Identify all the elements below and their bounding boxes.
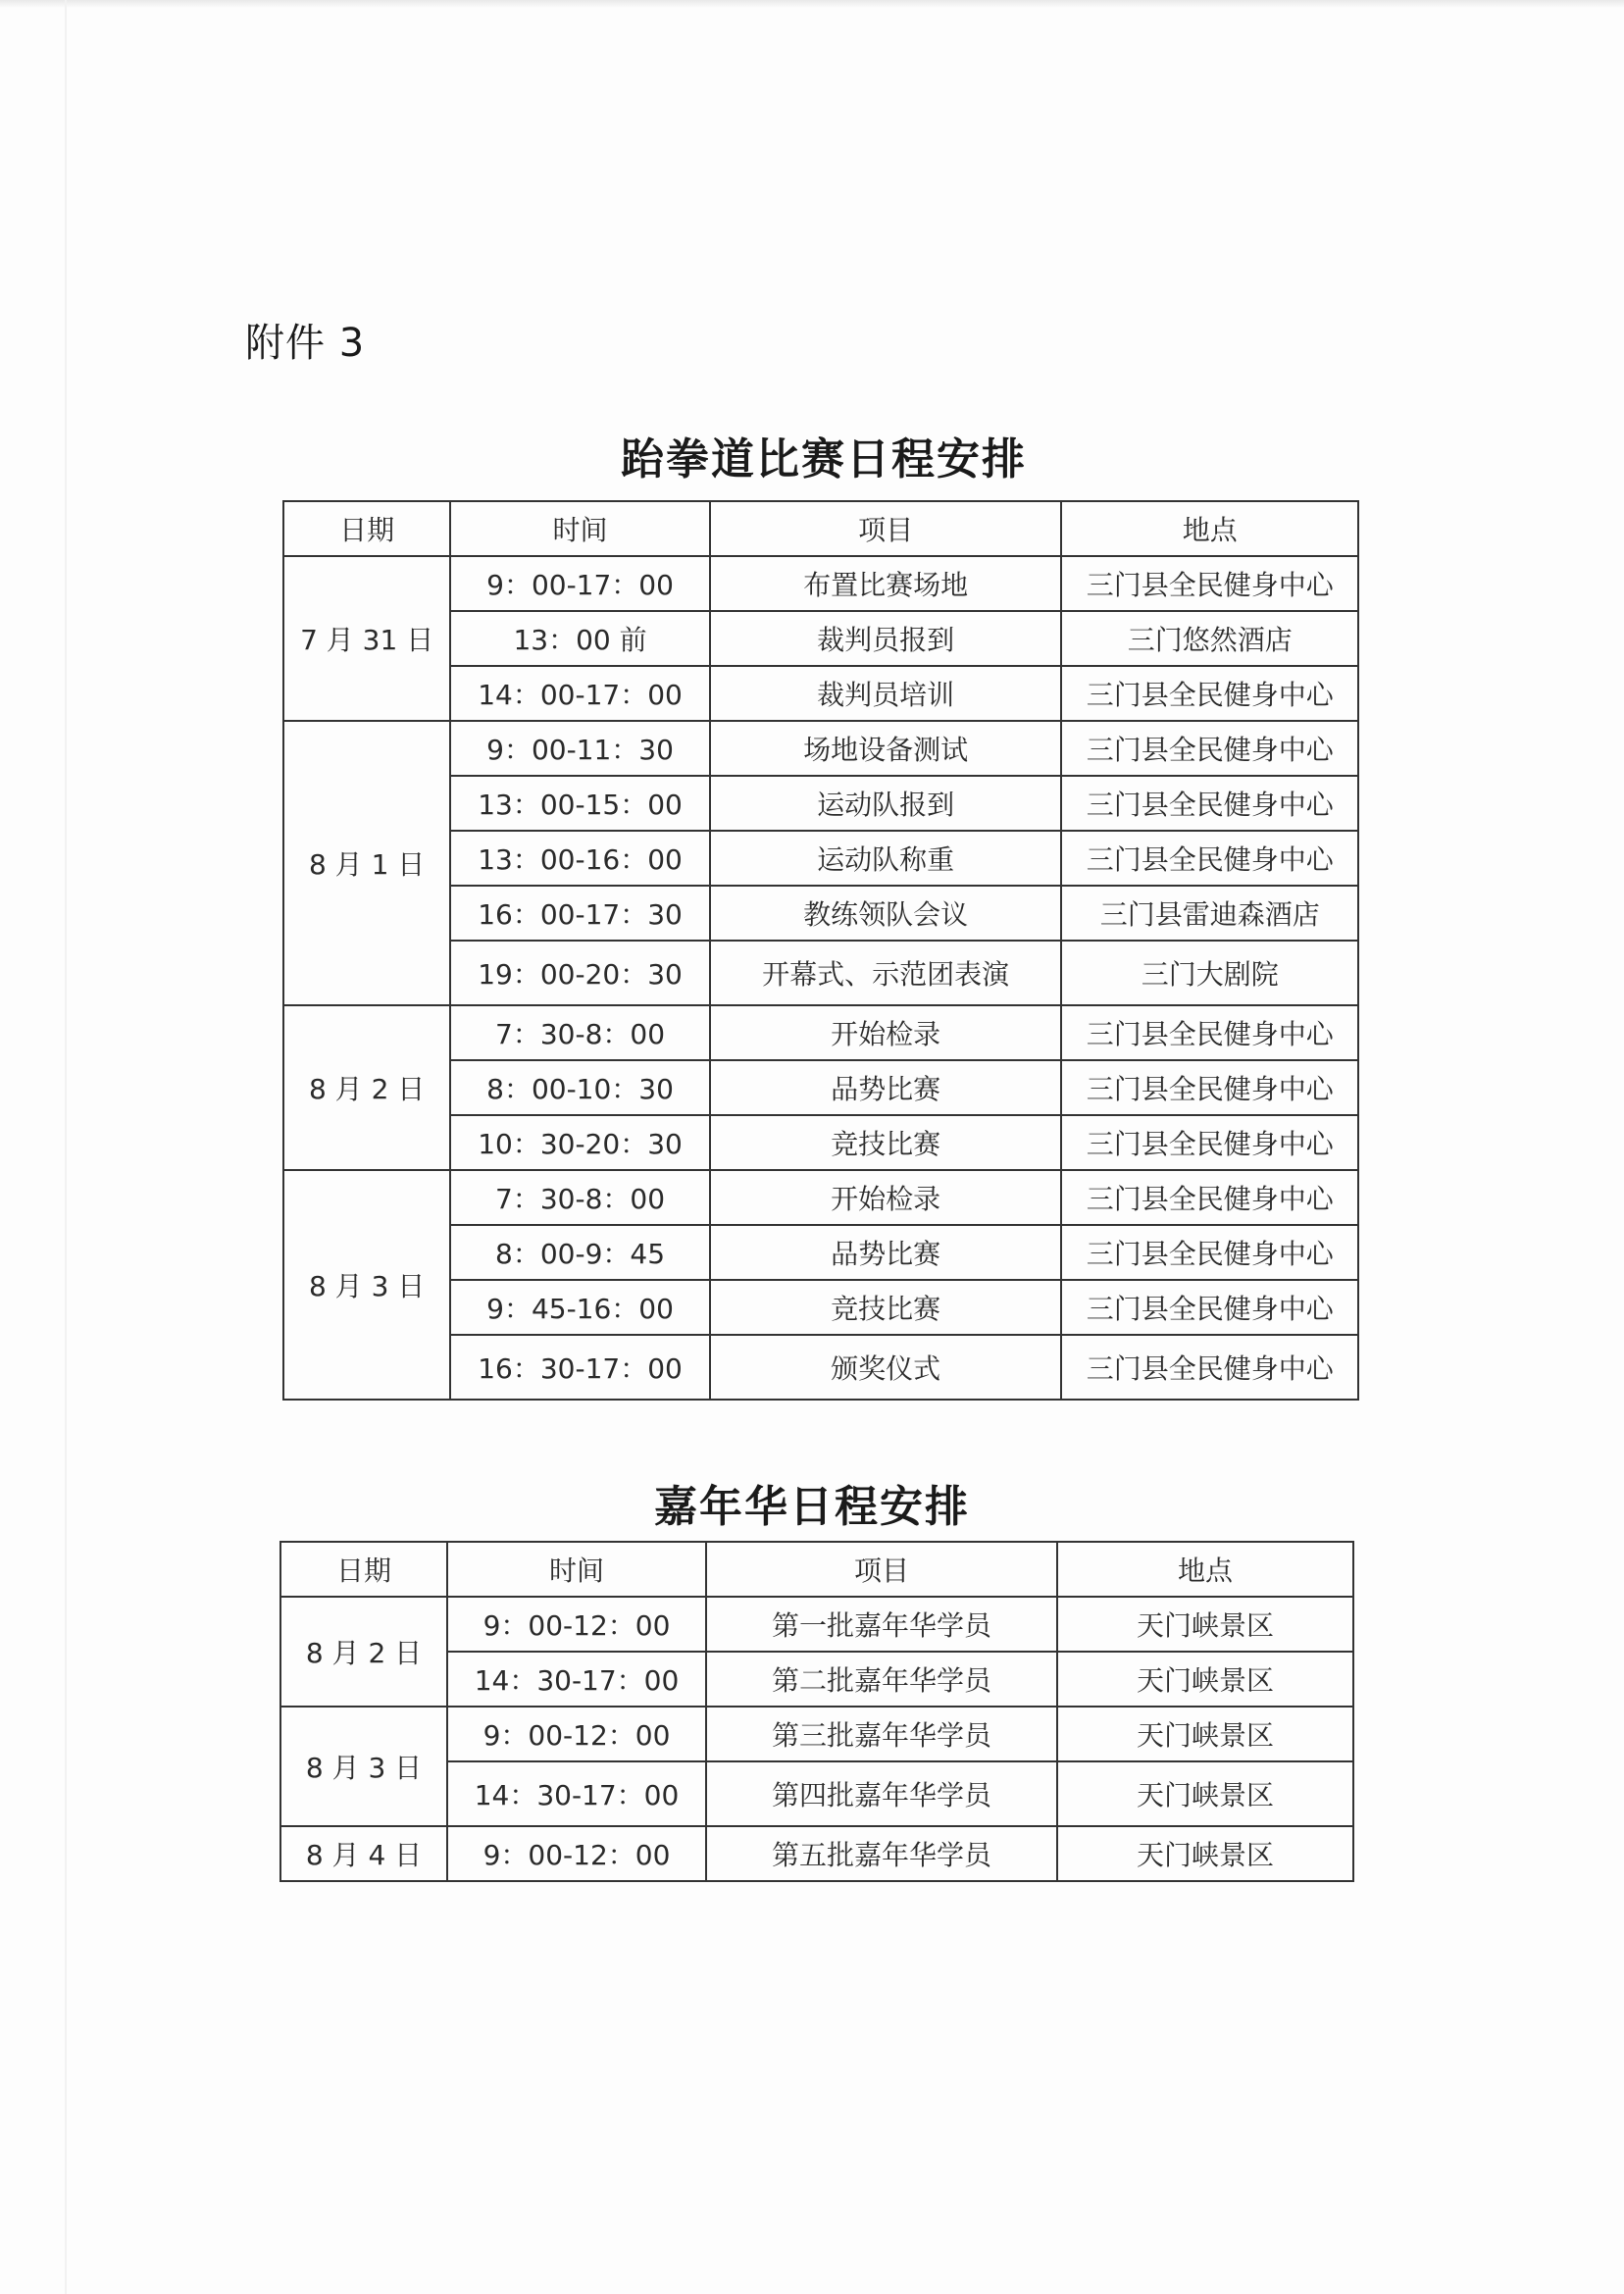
time-cell: 13：00-16：00	[450, 831, 709, 886]
place-cell: 三门县全民健身中心	[1061, 1060, 1358, 1115]
item-cell: 第二批嘉年华学员	[706, 1652, 1057, 1707]
time-cell: 9：00-12：00	[447, 1707, 706, 1761]
place-cell: 三门县全民健身中心	[1061, 1280, 1358, 1335]
item-cell: 第三批嘉年华学员	[706, 1707, 1057, 1761]
place-cell: 三门大剧院	[1061, 941, 1358, 1005]
time-cell: 9：00-12：00	[447, 1826, 706, 1881]
table-row	[283, 1170, 1358, 1225]
time-cell: 9：00-11：30	[450, 721, 709, 776]
item-cell: 场地设备测试	[710, 721, 1062, 776]
time-cell: 16：30-17：00	[450, 1335, 709, 1400]
place-cell: 天门峡景区	[1057, 1761, 1353, 1826]
item-cell: 运动队报到	[710, 776, 1062, 831]
item-cell: 竞技比赛	[710, 1280, 1062, 1335]
taekwondo-schedule-table	[282, 500, 1359, 1401]
item-cell: 竞技比赛	[710, 1115, 1062, 1170]
table-row	[283, 1005, 1358, 1060]
item-cell: 颁奖仪式	[710, 1335, 1062, 1400]
scan-left-edge	[65, 0, 67, 2294]
time-cell: 14：30-17：00	[447, 1761, 706, 1826]
place-cell: 三门县全民健身中心	[1061, 1115, 1358, 1170]
item-cell: 品势比赛	[710, 1225, 1062, 1280]
time-cell: 16：00-17：30	[450, 886, 709, 941]
item-cell: 运动队称重	[710, 831, 1062, 886]
place-cell: 三门县全民健身中心	[1061, 1335, 1358, 1400]
place-cell: 三门县全民健身中心	[1061, 1225, 1358, 1280]
time-cell: 9：45-16：00	[450, 1280, 709, 1335]
place-cell: 三门县雷迪森酒店	[1061, 886, 1358, 941]
item-cell: 第四批嘉年华学员	[706, 1761, 1057, 1826]
header-place: 地点	[1061, 501, 1358, 556]
time-cell: 8：00-10：30	[450, 1060, 709, 1115]
time-cell: 10：30-20：30	[450, 1115, 709, 1170]
table-row	[280, 1707, 1353, 1761]
scan-top-edge	[0, 0, 1624, 8]
item-cell: 第一批嘉年华学员	[706, 1597, 1057, 1652]
item-cell: 开始检录	[710, 1005, 1062, 1060]
place-cell: 三门县全民健身中心	[1061, 721, 1358, 776]
date-cell: 8 月 2 日	[280, 1597, 447, 1707]
date-cell: 8 月 4 日	[280, 1826, 447, 1881]
taekwondo-schedule-title: 跆拳道比赛日程安排	[621, 434, 1027, 484]
header-item: 项目	[710, 501, 1062, 556]
place-cell: 三门县全民健身中心	[1061, 666, 1358, 721]
carnival-schedule-title: 嘉年华日程安排	[654, 1482, 970, 1532]
place-cell: 天门峡景区	[1057, 1707, 1353, 1761]
place-cell: 三门县全民健身中心	[1061, 776, 1358, 831]
item-cell: 布置比赛场地	[710, 556, 1062, 611]
table-row	[283, 556, 1358, 611]
time-cell: 14：30-17：00	[447, 1652, 706, 1707]
time-cell: 14：00-17：00	[450, 666, 709, 721]
date-cell: 8 月 1 日	[283, 721, 450, 1005]
header-date: 日期	[283, 501, 450, 556]
time-cell: 7：30-8：00	[450, 1170, 709, 1225]
item-cell: 裁判员报到	[710, 611, 1062, 666]
place-cell: 天门峡景区	[1057, 1652, 1353, 1707]
time-cell: 7：30-8：00	[450, 1005, 709, 1060]
table-row	[283, 721, 1358, 776]
attachment-label: 附件 3	[245, 321, 366, 366]
time-cell: 9：00-12：00	[447, 1597, 706, 1652]
table-header-row	[280, 1542, 1353, 1597]
header-time: 时间	[450, 501, 709, 556]
time-cell: 19：00-20：30	[450, 941, 709, 1005]
item-cell: 裁判员培训	[710, 666, 1062, 721]
table-header-row	[283, 501, 1358, 556]
time-cell: 13：00 前	[450, 611, 709, 666]
item-cell: 教练领队会议	[710, 886, 1062, 941]
date-cell: 8 月 2 日	[283, 1005, 450, 1170]
place-cell: 三门县全民健身中心	[1061, 1005, 1358, 1060]
header-place: 地点	[1057, 1542, 1353, 1597]
date-cell: 8 月 3 日	[280, 1707, 447, 1826]
place-cell: 三门悠然酒店	[1061, 611, 1358, 666]
item-cell: 开始检录	[710, 1170, 1062, 1225]
place-cell: 三门县全民健身中心	[1061, 1170, 1358, 1225]
place-cell: 天门峡景区	[1057, 1597, 1353, 1652]
item-cell: 第五批嘉年华学员	[706, 1826, 1057, 1881]
date-cell: 8 月 3 日	[283, 1170, 450, 1400]
table-row	[280, 1597, 1353, 1652]
time-cell: 9：00-17：00	[450, 556, 709, 611]
header-date: 日期	[280, 1542, 447, 1597]
time-cell: 8：00-9：45	[450, 1225, 709, 1280]
header-time: 时间	[447, 1542, 706, 1597]
item-cell: 开幕式、示范团表演	[710, 941, 1062, 1005]
time-cell: 13：00-15：00	[450, 776, 709, 831]
item-cell: 品势比赛	[710, 1060, 1062, 1115]
place-cell: 三门县全民健身中心	[1061, 556, 1358, 611]
header-item: 项目	[706, 1542, 1057, 1597]
place-cell: 三门县全民健身中心	[1061, 831, 1358, 886]
carnival-schedule-table	[279, 1541, 1354, 1882]
table-row	[280, 1826, 1353, 1881]
place-cell: 天门峡景区	[1057, 1826, 1353, 1881]
date-cell: 7 月 31 日	[283, 556, 450, 721]
